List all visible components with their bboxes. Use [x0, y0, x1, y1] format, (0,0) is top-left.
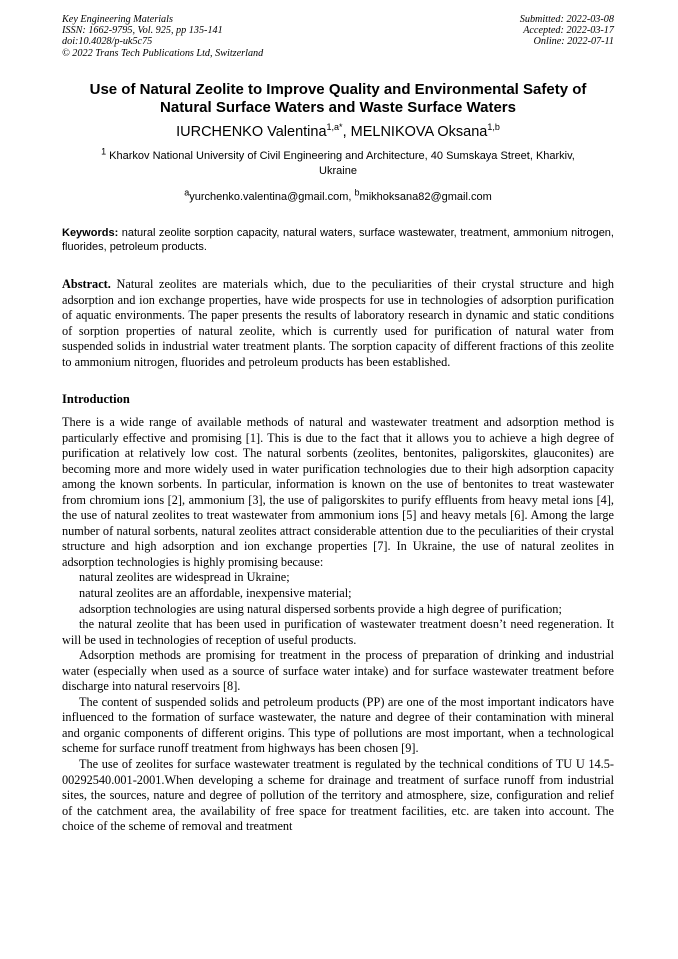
keywords-text: natural zeolite sorption capacity, natural waters, surface wastewater, treatment, ammonium nitrogen, fluorides, petroleum products. [62, 226, 614, 254]
list-item: adsorption technologies are using natural dispersed sorbents provide a high degree of purification; [79, 601, 562, 616]
author-affiliation-mark: 1,a* [326, 121, 343, 132]
affiliation-mark: 1 [101, 146, 107, 157]
abstract [62, 277, 614, 370]
keywords [62, 226, 614, 255]
affiliation-text: Kharkov National University of Civil Engineering and Architecture, 40 Sumskaya Street, Kharkiv, Ukraine [106, 149, 575, 177]
author-affiliation-mark: 1,b [487, 121, 500, 132]
email-mark: b [354, 187, 360, 198]
body-paragraph: The content of suspended solids and petroleum products (PP) are one of the most important indicators have influenced to the formation of surface wastewater, the nature and degree of their contamination with mineral and organic components of different origins. This type of pollutions are most important, when a technological scheme for surface runoff treatment from highways has been chosen [9]. [62, 694, 614, 756]
email-separator: , [348, 190, 355, 203]
body-paragraph: Adsorption methods are promising for treatment in the process of preparation of drinking and industrial water (especially when used as a source of surface water intake) and for surface wastewater treatment before discharge into natural reservoirs [8]. [62, 648, 614, 694]
author-emails [62, 187, 614, 204]
journal-name: Key Engineering Materials [62, 14, 173, 25]
journal-copyright: © 2022 Trans Tech Publications Ltd, Switzerland [62, 47, 264, 59]
affiliation [62, 146, 614, 179]
journal-info [62, 14, 263, 59]
email-mark: a [184, 187, 190, 198]
section-heading: Introduction [62, 392, 130, 406]
journal-issn: ISSN: 1662-9795, Vol. 925, pp 135-141 [62, 25, 223, 37]
abstract-label: Abstract. [62, 277, 111, 291]
list-item: the natural zeolite that has been used in purification of wastewater treatment doesn’t need regeneration. It will be used in technologies of reception of useful products. [62, 617, 614, 647]
author-name: IURCHENKO Valentina [176, 123, 327, 140]
author-name: MELNIKOVA Oksana [350, 123, 488, 140]
author-separator: , [342, 123, 351, 140]
list-item: natural zeolites are an affordable, inexpensive material; [79, 586, 352, 601]
paper-title: Use of Natural Zeolite to Improve Quality and Environmental Safety of Natural Surface Waters and Waste Surface Waters [89, 80, 587, 116]
keywords-label: Keywords: [62, 226, 119, 239]
introduction-body [62, 415, 614, 835]
accepted-date: Accepted: 2022-03-17 [523, 25, 614, 37]
list-item: natural zeolites are widespread in Ukraine; [79, 570, 290, 585]
journal-header [62, 14, 614, 59]
email-link[interactable]: mikhoksana82@gmail.com [359, 190, 492, 203]
publication-dates [520, 14, 614, 59]
submitted-date: Submitted: 2022-03-08 [519, 14, 614, 25]
email-link[interactable]: yurchenko.valentina@gmail.com [189, 190, 349, 203]
author-list [62, 123, 614, 141]
online-date: Online: 2022-07-11 [533, 36, 614, 48]
body-paragraph: There is a wide range of available methods of natural and wastewater treatment and adsorption method is particularly effective and promising [1]. This is due to the fact that it allows you to achieve a high degree of purification at relatively low cost. The natural sorbents (zeolites, bentonites, paligorskites, glauconites) are becoming more and more widely used in water purification technologies due to their high adsorption capacity among the known sorbents. In particular, information is known on the use of bentonites to treat wastewater from chromium ions [2], ammonium [3], the use of paligorskites to purify effluents from heavy metal ions [4], the use of natural zeolites to treat wastewater from ammonium ions [5] and heavy metals [6]. Among the large number of natural sorbents, natural zeolites attract considerable attention due to the peculiarities of their crystal structure and high adsorption and ion exchange properties [7]. In Ukraine, the use of natural zeolites in adsorption technologies is highly promising because: [62, 415, 614, 569]
paper-page [62, 14, 614, 835]
abstract-text: Natural zeolites are materials which, due to the peculiarities of their crystal structure and high adsorption and ion exchange properties, have wide prospects for use in technologies of adsorption purification of aquatic environments. The paper presents the results of laboratory research in dynamic and static conditions of sorption properties of natural zeolite, which is currently used for purification of natural water from suspended solids in industrial water treatment plants. The sorption capacity of different fractions of this zeolite to ammonium nitrogen, fluorides and petroleum products has been established. [62, 277, 614, 369]
journal-doi: doi:10.4028/p-uk5c75 [62, 36, 153, 48]
body-paragraph: The use of zeolites for surface wastewater treatment is regulated by the technical conditions of TU U 14.5-00292540.001-2001.When developing a scheme for drainage and treatment of surface runoff from industrial sites, the sources, nature and degree of pollution of the territory and atmosphere, size, configuration and relief of the catchment area, the availability of free space for treatment facilities, etc. are taken into account. The choice of the scheme of removal and treatment [62, 757, 614, 834]
